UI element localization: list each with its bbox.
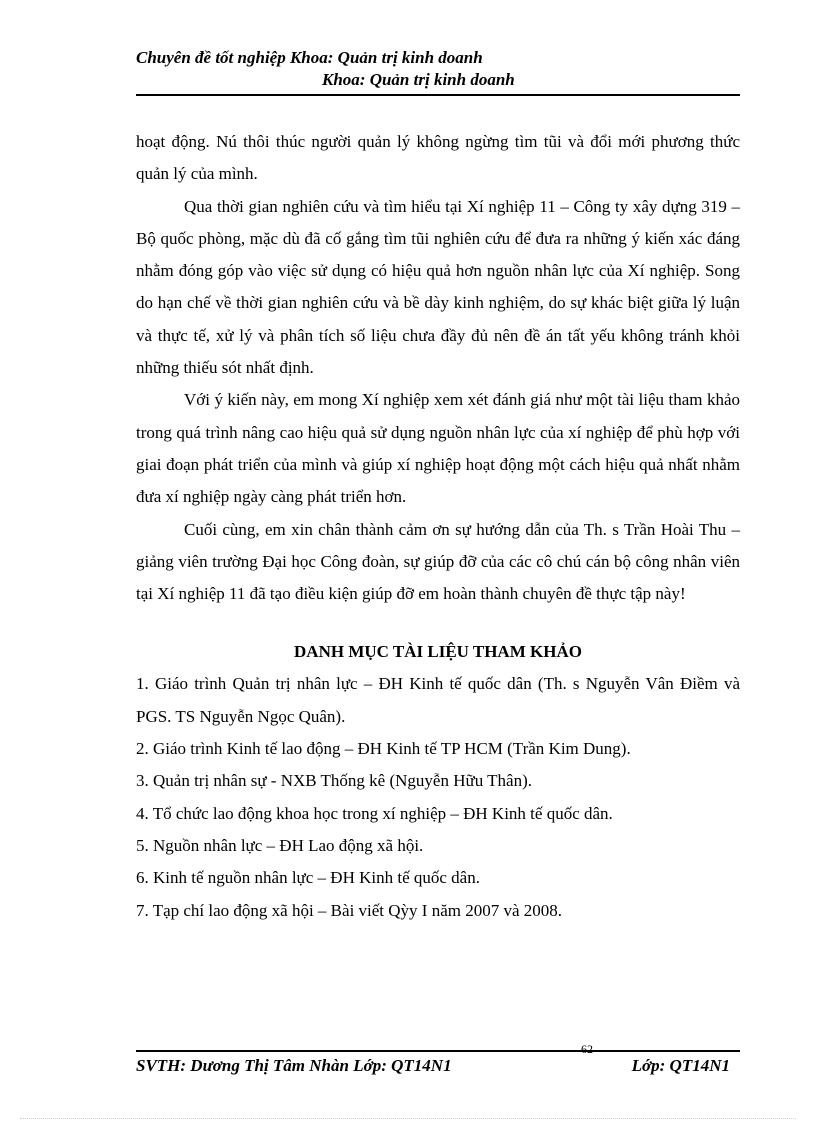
paragraph-acknowledgement: Cuối cùng, em xin chân thành cảm ơn sự hướng dẫn của Th. s Trần Hoài Thu – giảng viên trường Đại học Công đoàn, sự giúp đỡ của các cô chú cán bộ công nhân viên tại Xí nghiệp 11 đã tạo điều kiện giúp đỡ em hoàn thành chuyên đề thực tập này! bbox=[136, 519, 740, 604]
reference-item: 4. Tổ chức lao động khoa học trong xí nghiệp – ĐH Kinh tế quốc dân. bbox=[136, 803, 613, 823]
page-number: 62 bbox=[581, 1042, 593, 1056]
footer-author: SVTH: Dương Thị Tâm Nhàn Lớp: QT14N1 bbox=[136, 1056, 452, 1075]
document-body bbox=[136, 126, 740, 927]
references-title: DANH MỤC TÀI LIỆU THAM KHẢO bbox=[294, 642, 582, 662]
page-footer bbox=[136, 1042, 740, 1078]
header-line-1: Chuyên đề tốt nghiệp Khoa: Quản trị kinh doanh bbox=[136, 48, 483, 67]
reference-item: 1. Giáo trình Quản trị nhân lực – ĐH Kinh tế quốc dân (Th. s Nguyễn Vân Điềm và PGS. TS Nguyễn Ngọc Quân). bbox=[136, 674, 740, 726]
reference-item: 7. Tạp chí lao động xã hội – Bài viết Qỳy I năm 2007 và 2008. bbox=[136, 900, 563, 920]
references-list bbox=[136, 668, 740, 926]
footer-class: Lớp: QT14N1 bbox=[631, 1056, 730, 1075]
page-edge-divider bbox=[20, 1118, 796, 1119]
header-line-2: Khoa: Quản trị kinh doanh bbox=[322, 70, 515, 89]
reference-item: 5. Nguồn nhân lực – ĐH Lao động xã hội. bbox=[136, 835, 424, 855]
paragraph-recommendation: Với ý kiến này, em mong Xí nghiệp xem xét đánh giá như một tài liệu tham khảo trong quá trình nâng cao hiệu quả sử dụng nguồn nhân lực của xí nghiệp để phù hợp với giai đoạn phát triển của mình và giúp xí nghiệp hoạt động một cách hiệu quả nhất nhằm đưa xí nghiệp ngày càng phát triển hơn. bbox=[136, 390, 740, 507]
paragraph-continuation: hoạt động. Nú thôi thúc người quản lý không ngừng tìm tũi và đổi mới phương thức quản lý của mình. bbox=[136, 132, 740, 184]
reference-item: 6. Kinh tế nguồn nhân lực – ĐH Kinh tế quốc dân. bbox=[136, 868, 480, 888]
reference-item: 3. Quản trị nhân sự - NXB Thống kê (Nguyễn Hữu Thân). bbox=[136, 771, 532, 791]
paragraph-research: Qua thời gian nghiên cứu và tìm hiểu tại Xí nghiệp 11 – Công ty xây dựng 319 – Bộ quốc phòng, mặc dù đã cố gắng tìm tũi nghiên cứu để đưa ra những ý kiến xác đáng nhằm đóng góp vào việc sử dụng có hiệu quả hơn nguồn nhân lực của Xí nghiệp. Song do hạn chế về thời gian nghiên cứu và bề dày kinh nghiệm, do sự khác biệt giữa lý luận và thực tế, xử lý và phân tích số liệu chưa đầy đủ nên đề án tất yếu không tránh khỏi những thiếu sót nhất định. bbox=[136, 196, 740, 378]
page-header bbox=[136, 48, 740, 96]
reference-item: 2. Giáo trình Kinh tế lao động – ĐH Kinh tế TP HCM (Trần Kim Dung). bbox=[136, 739, 631, 759]
